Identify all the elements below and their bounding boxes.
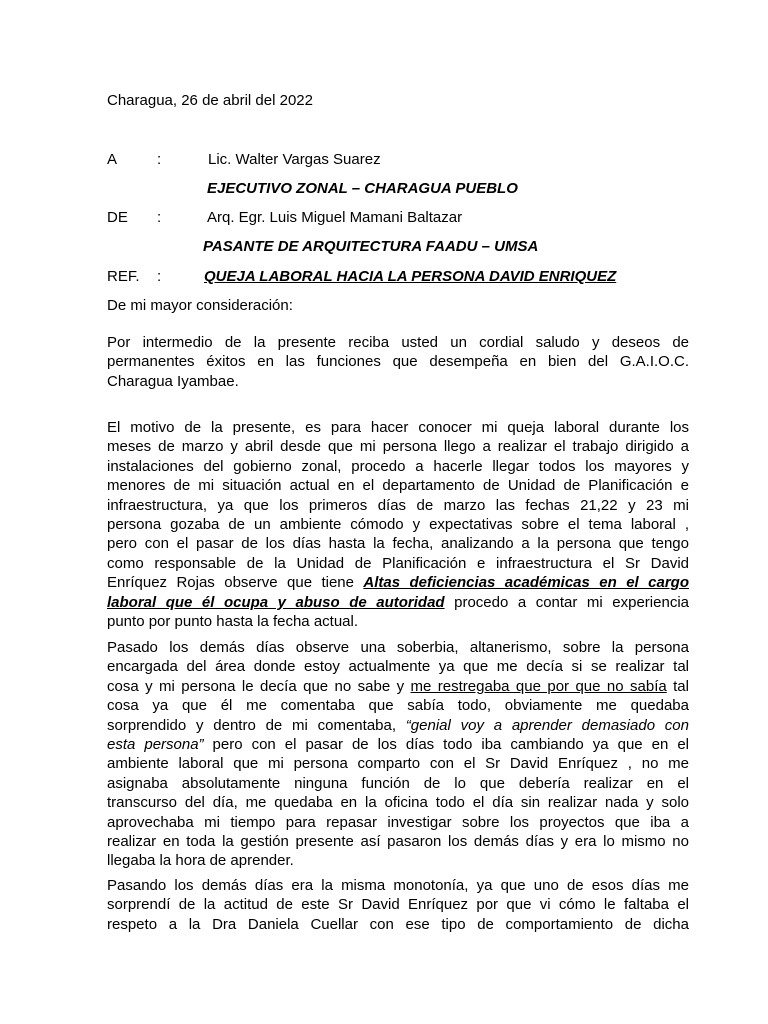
paragraph-line: instalaciones del gobierno zonal, procedo a hacerle llegar todos los mayores y bbox=[107, 457, 689, 475]
paragraph-2 bbox=[107, 418, 689, 631]
paragraph-line bbox=[107, 573, 689, 592]
to-key: A bbox=[107, 151, 118, 168]
text-run: cosa y mi persona le decía que no sabe y bbox=[107, 677, 411, 695]
paragraph-line: Pasando los demás días era la misma monotonía, ya que uno de esos días me bbox=[107, 877, 689, 894]
paragraph-line bbox=[107, 716, 689, 735]
from-name: Arq. Egr. Luis Miguel Mamani Baltazar bbox=[207, 209, 463, 226]
paragraph-line bbox=[107, 735, 689, 754]
emphasis-text: Altas deficiencias académicas en el cargo bbox=[363, 574, 689, 592]
paragraph-line: ambiente laboral que mi persona comparto con el Sr David Enríquez , no me bbox=[107, 755, 689, 773]
paragraph-line: sorprendí de la actitud de este Sr David Enríquez por que vi cómo le faltaba el bbox=[107, 896, 689, 914]
paragraph-line: respeto a la Dra Daniela Cuellar con ese tipo de comportamiento de dicha bbox=[107, 915, 689, 933]
text-run: Enríquez Rojas observe que tiene bbox=[107, 574, 364, 592]
date-line: Charagua, 26 de abril del 2022 bbox=[107, 92, 313, 109]
paragraph-line: meses de marzo y abril desde que mi persona llego a realizar el trabajo dirigido a bbox=[107, 438, 689, 456]
text-run: tal bbox=[666, 677, 689, 695]
emphasis-text: laboral que él ocupa y abuso de autoridad bbox=[107, 593, 445, 611]
paragraph-line: cosa ya que él me comentaba que sabía todo, obviamente me quedaba bbox=[107, 697, 689, 715]
ref-key: REF. bbox=[107, 268, 140, 285]
quote-text: “genial voy a aprender demasiado con bbox=[405, 716, 689, 734]
to-name: Lic. Walter Vargas Suarez bbox=[208, 151, 381, 168]
from-key: DE bbox=[107, 209, 128, 226]
to-colon: : bbox=[157, 151, 162, 168]
text-run: sorprendido y dentro de mi comentaba, bbox=[107, 716, 406, 734]
paragraph-line bbox=[107, 593, 689, 612]
paragraph-line: pero con el pasar de los días hasta la fecha, analizando a la persona que tengo bbox=[107, 535, 689, 553]
ref-colon: : bbox=[157, 268, 162, 285]
paragraph-line: El motivo de la presente, es para hacer conocer mi queja laboral durante los bbox=[107, 419, 689, 436]
text-run: procedo a contar mi experiencia bbox=[444, 593, 689, 611]
paragraph-3 bbox=[107, 638, 689, 871]
from-title: PASANTE DE ARQUITECTURA FAADU – UMSA bbox=[203, 238, 539, 255]
paragraph-line: transcurso del día, me quedaba en la oficina todo el día sin realizar nada y solo bbox=[107, 794, 689, 812]
paragraph-line: punto por punto hasta la fecha actual. bbox=[107, 613, 359, 631]
quote-text: esta persona” bbox=[107, 736, 204, 754]
underlined-text: me restregaba que por que no sabía bbox=[410, 677, 667, 695]
paragraph-1 bbox=[107, 333, 689, 391]
paragraph-line: realizar en toda la gestión presente así pasaron los demás días y era lo mismo no bbox=[107, 833, 689, 851]
to-title: EJECUTIVO ZONAL – CHARAGUA PUEBLO bbox=[207, 180, 518, 197]
text-run: pero con el pasar de los días todo iba cambiando ya que en el bbox=[203, 736, 689, 754]
ref-subject: QUEJA LABORAL HACIA LA PERSONA DAVID ENRIQUEZ bbox=[204, 268, 617, 285]
paragraph-line bbox=[107, 677, 689, 696]
paragraph-line: permanentes éxitos en las funciones que desempeña en bien del G.A.I.O.C. bbox=[107, 353, 689, 371]
paragraph-line: Pasado los demás días observe una soberbia, altanerismo, sobre la persona bbox=[107, 639, 689, 656]
greeting: De mi mayor consideración: bbox=[107, 297, 293, 314]
paragraph-line: encargada del área donde estoy actualmente ya que me decía si se realizar tal bbox=[107, 658, 689, 676]
paragraph-line: menores de mi situación actual en el departamento de Unidad de Planificación e bbox=[107, 477, 689, 495]
paragraph-line: Charagua Iyambae. bbox=[107, 372, 239, 390]
paragraph-line: persona gozaba de un ambiente cómodo y expectativas sobre el tema laboral , bbox=[107, 516, 689, 534]
from-colon: : bbox=[157, 209, 162, 226]
paragraph-line: aprovechaba mi tiempo para repasar investigar sobre los proyectos que iba a bbox=[107, 813, 689, 831]
paragraph-4 bbox=[107, 876, 689, 934]
paragraph-line: asignaba absolutamente ninguna función de lo que debería realizar en el bbox=[107, 774, 689, 792]
paragraph-line: infraestructura, ya que los primeros días de marzo las fechas 21,22 y 23 mi bbox=[107, 496, 689, 514]
paragraph-line: Por intermedio de la presente reciba usted un cordial saludo y deseos de bbox=[107, 334, 689, 351]
paragraph-line: como responsable de la Unidad de Planificación e infraestructura el Sr David bbox=[107, 554, 689, 572]
paragraph-line: llegaba la hora de aprender. bbox=[107, 852, 294, 870]
